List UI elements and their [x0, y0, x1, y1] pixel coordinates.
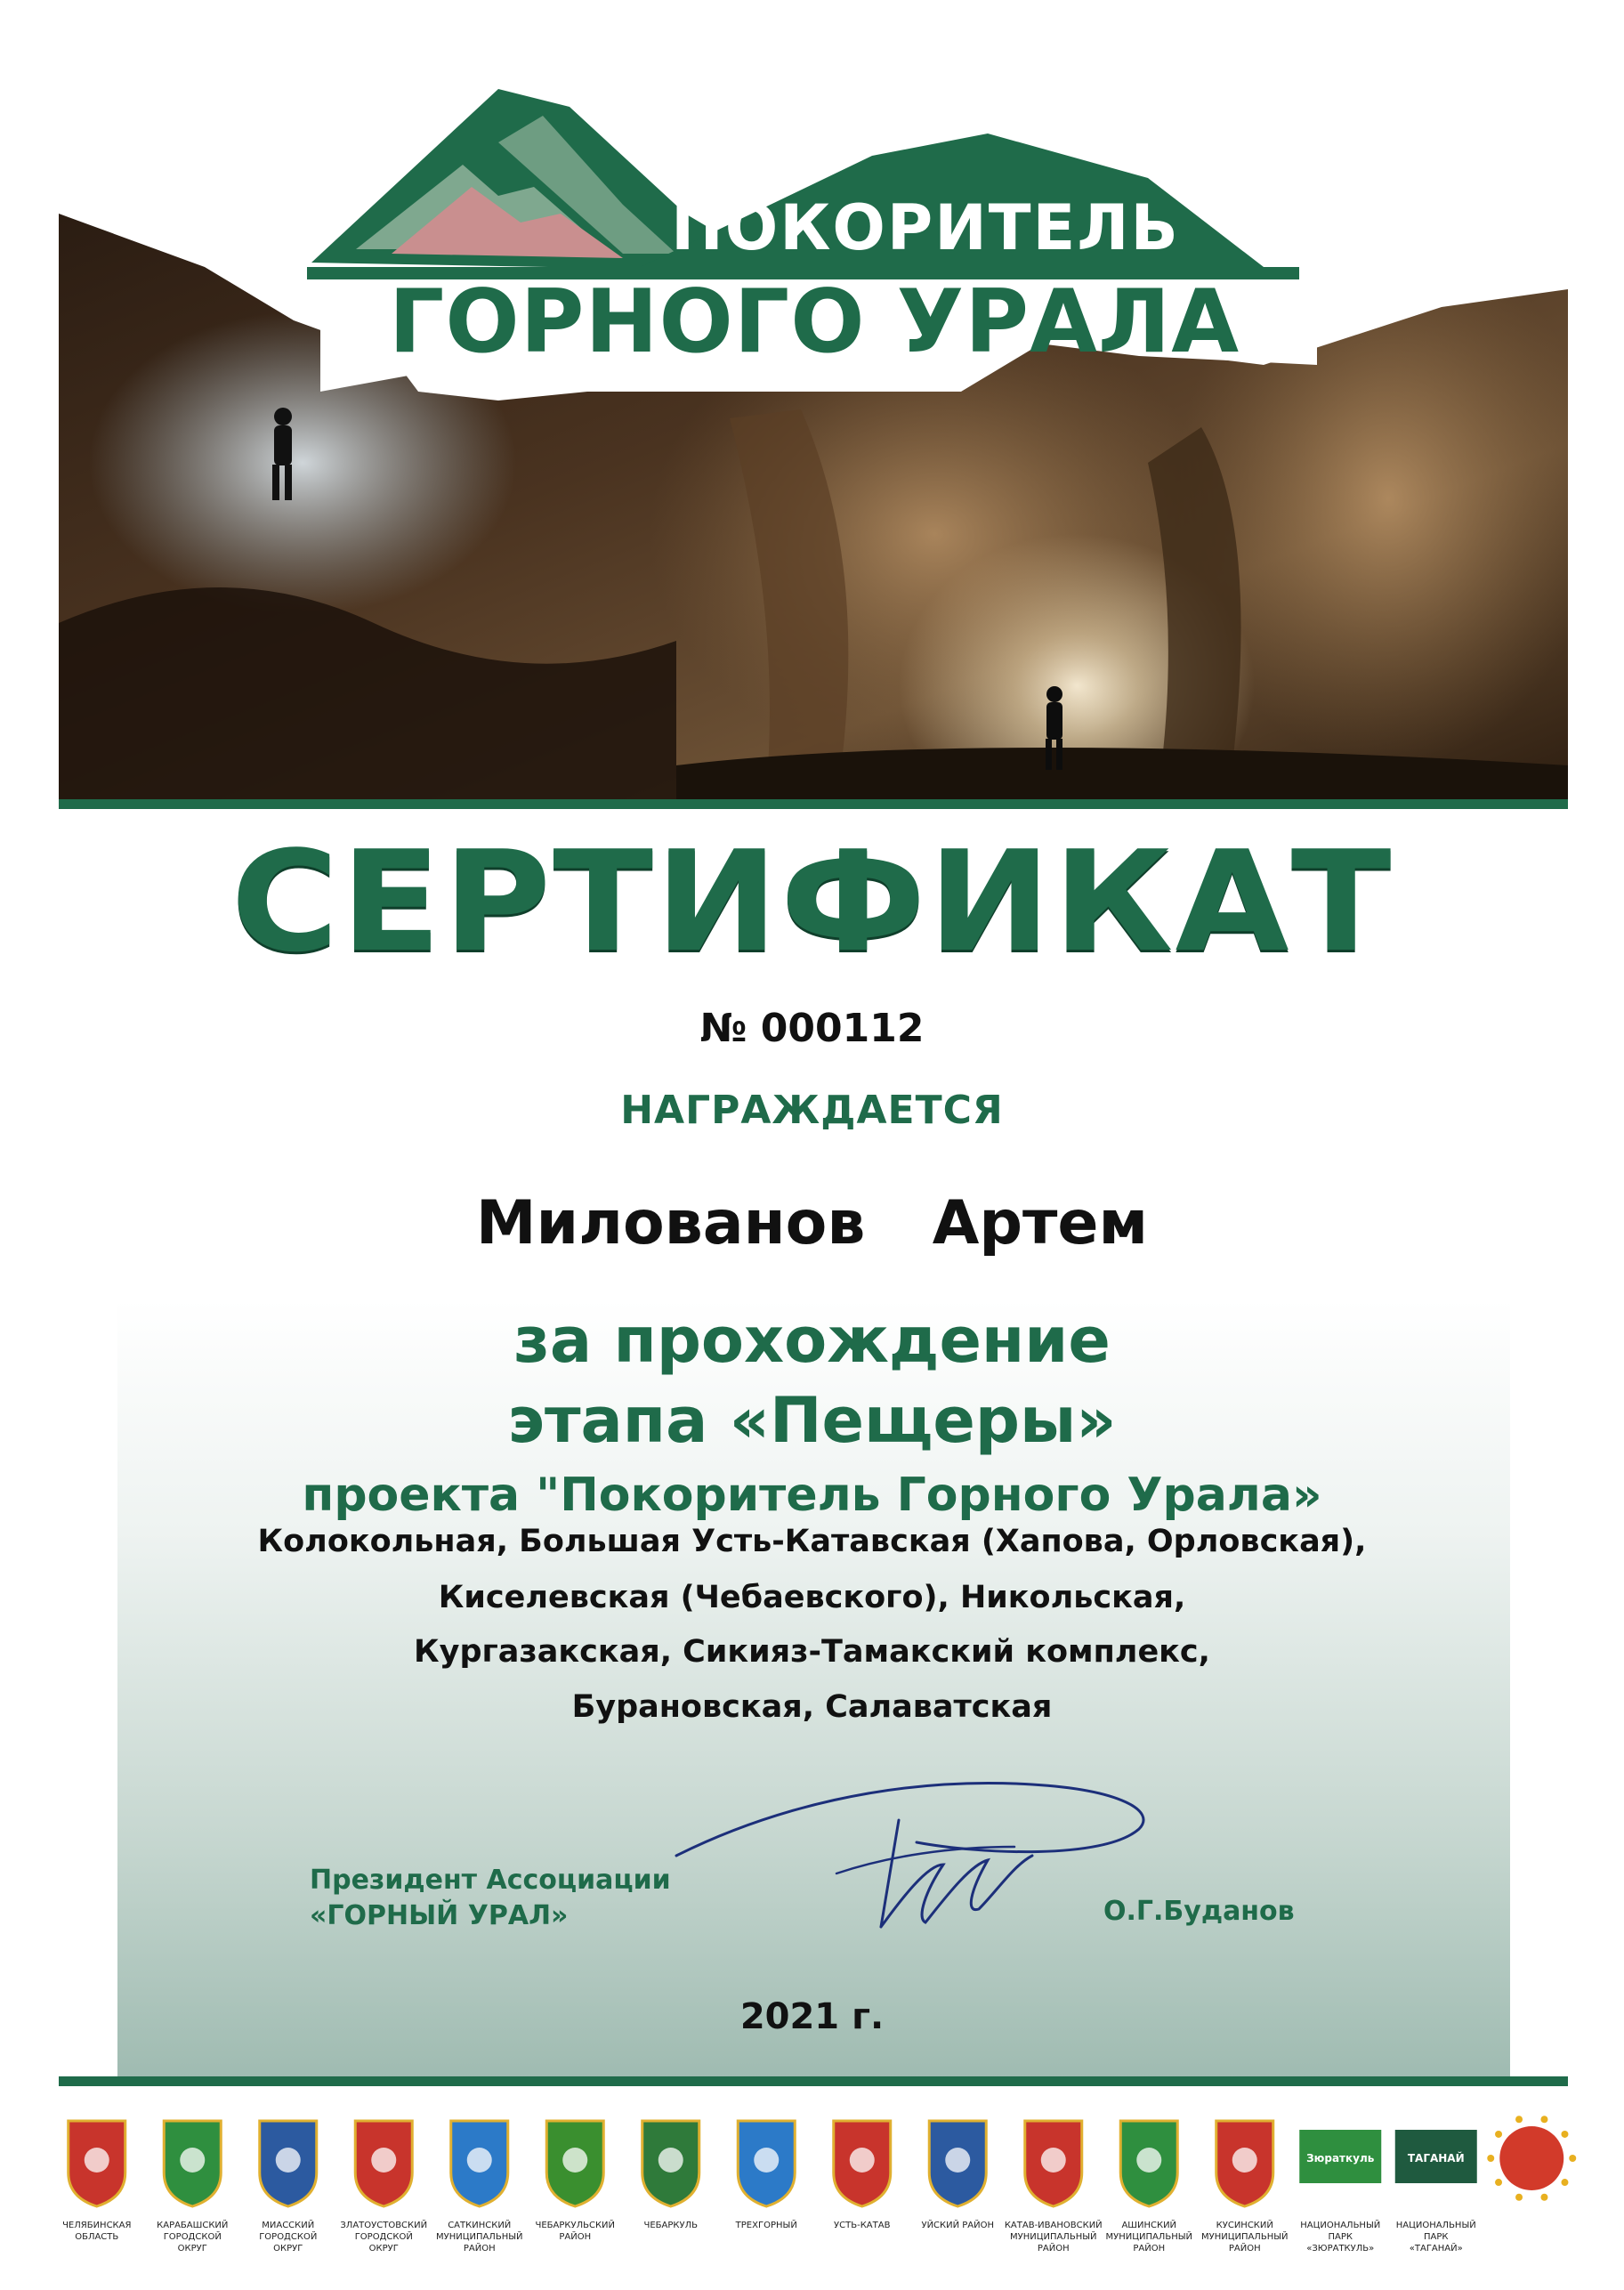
emblem-label: ОКРУГ	[273, 2244, 303, 2254]
caves-line2: Киселевская (Чебаевского), Никольская,	[438, 1580, 1186, 1615]
zyuratkul-park-icon	[1299, 2130, 1381, 2254]
emblem-label: ЗЛАТОУСТОВСКИЙ	[340, 2221, 428, 2230]
emblem-label: РАЙОН	[1228, 2244, 1261, 2254]
emblem-label: КАРАБАШСКИЙ	[157, 2221, 229, 2230]
emblem-label: ОБЛАСТЬ	[75, 2232, 119, 2242]
emblem-label: ГОРОДСКОЙ	[163, 2232, 222, 2242]
emblem-label: САТКИНСКИЙ	[448, 2221, 512, 2230]
caves-line1: Колокольная, Большая Усть-Катавская (Хапова, Орловская),	[257, 1524, 1367, 1559]
emblem-label: УЙСКИЙ РАЙОН	[921, 2221, 995, 2230]
caves-line4: Бурановская, Салаватская	[571, 1689, 1053, 1725]
zlatoust-crest-icon	[340, 2121, 427, 2254]
emblem-label: РАЙОН	[463, 2244, 496, 2254]
reason-line2: этапа «Пещеры»	[507, 1384, 1117, 1457]
emblem-label: «ЗЮРАТКУЛЬ»	[1306, 2244, 1375, 2254]
emblem-label: РАЙОН	[1133, 2244, 1166, 2254]
awarded-label: НАГРАЖДАЕТСЯ	[620, 1088, 1004, 1133]
divider-bottom	[59, 2076, 1568, 2086]
signer-position-line1: Президент Ассоциации	[310, 1865, 671, 1896]
emblem-label: МУНИЦИПАЛЬНЫЙ	[1009, 2232, 1097, 2242]
emblem-label: НАЦИОНАЛЬНЫЙ	[1395, 2221, 1476, 2230]
signer-position-line2: «ГОРНЫЙ УРАЛ»	[310, 1900, 569, 1931]
emblem-label: МУНИЦИПАЛЬНЫЙ	[435, 2232, 523, 2242]
signature-scribble	[658, 1758, 1192, 1962]
ust-katav-crest-icon	[834, 2121, 891, 2230]
certificate-number: № 000112	[699, 1006, 925, 1051]
emblem-label: КАТАВ-ИВАНОВСКИЙ	[1004, 2221, 1103, 2230]
certificate-title: СЕРТИФИКАТ	[230, 821, 1394, 983]
signer-name: О.Г.Буданов	[1103, 1896, 1295, 1927]
uysky-crest-icon	[921, 2121, 994, 2230]
caves-line3: Кургазакская, Сикияз-Тамакский комплекс,	[414, 1634, 1210, 1670]
emblem-label: ЧЕЛЯБИНСКАЯ	[62, 2221, 132, 2230]
certificate-year: 2021 г.	[739, 1996, 885, 2037]
chebarkul-district-crest-icon	[535, 2121, 615, 2242]
emblem-label: ГОРОДСКОЙ	[354, 2232, 413, 2242]
logo-line1: ПОКОРИТЕЛЬ	[671, 191, 1180, 264]
trekhgorny-crest-icon	[735, 2121, 797, 2230]
sponsor-emblems	[49, 2105, 1580, 2283]
reason-line1: за прохождение	[513, 1304, 1111, 1377]
emblem-label: МУНИЦИПАЛЬНЫЙ	[1200, 2232, 1289, 2242]
emblem-label: ЧЕБАРКУЛЬ	[643, 2221, 698, 2230]
chebarkul-crest-icon	[642, 2121, 699, 2230]
logo-line2: ГОРНОГО УРАЛА	[388, 271, 1240, 373]
satka-crest-icon	[436, 2121, 523, 2254]
emblem-label: ОКРУГ	[177, 2244, 207, 2254]
emblem-label: ГОРОДСКОЙ	[259, 2232, 318, 2242]
emblem-label: УСТЬ-КАТАВ	[834, 2221, 891, 2230]
header-banner	[0, 0, 1624, 810]
kusa-crest-icon	[1201, 2121, 1289, 2254]
katav-ivanovsk-crest-icon	[1005, 2121, 1103, 2254]
miass-crest-icon	[259, 2121, 317, 2254]
emblem-label: МУНИЦИПАЛЬНЫЙ	[1105, 2232, 1193, 2242]
asha-crest-icon	[1105, 2121, 1192, 2254]
emblem-badge-text: ТАГАНАЙ	[1407, 2152, 1465, 2165]
emblem-label: НАЦИОНАЛЬНЫЙ	[1300, 2221, 1381, 2230]
emblem-label: «ТАГАНАЙ»	[1409, 2244, 1463, 2254]
association-star-logo-icon	[1487, 2116, 1576, 2200]
emblem-label: АШИНСКИЙ	[1121, 2221, 1177, 2230]
emblem-label: РАЙОН	[1037, 2244, 1070, 2254]
emblem-label: ПАРК	[1328, 2232, 1353, 2242]
reason-line3: проекта "Покоритель Горного Урала»	[302, 1469, 1322, 1522]
emblem-label: ТРЕХГОРНЫЙ	[735, 2221, 797, 2230]
recipient-name: Милованов Артем	[475, 1188, 1149, 1258]
emblem-label: ЧЕБАРКУЛЬСКИЙ	[535, 2221, 616, 2230]
emblem-label: КУСИНСКИЙ	[1216, 2221, 1273, 2230]
taganay-park-icon	[1395, 2130, 1477, 2254]
emblem-label: МИАССКИЙ	[262, 2221, 315, 2230]
chelyabinsk-oblast-crest-icon	[62, 2121, 131, 2242]
emblem-label: ПАРК	[1424, 2232, 1449, 2242]
emblem-label: ОКРУГ	[368, 2244, 399, 2254]
emblem-label: РАЙОН	[559, 2232, 592, 2242]
emblem-badge-text: Зюраткуль	[1306, 2152, 1375, 2165]
divider-top	[59, 799, 1568, 809]
karabash-crest-icon	[157, 2121, 228, 2254]
